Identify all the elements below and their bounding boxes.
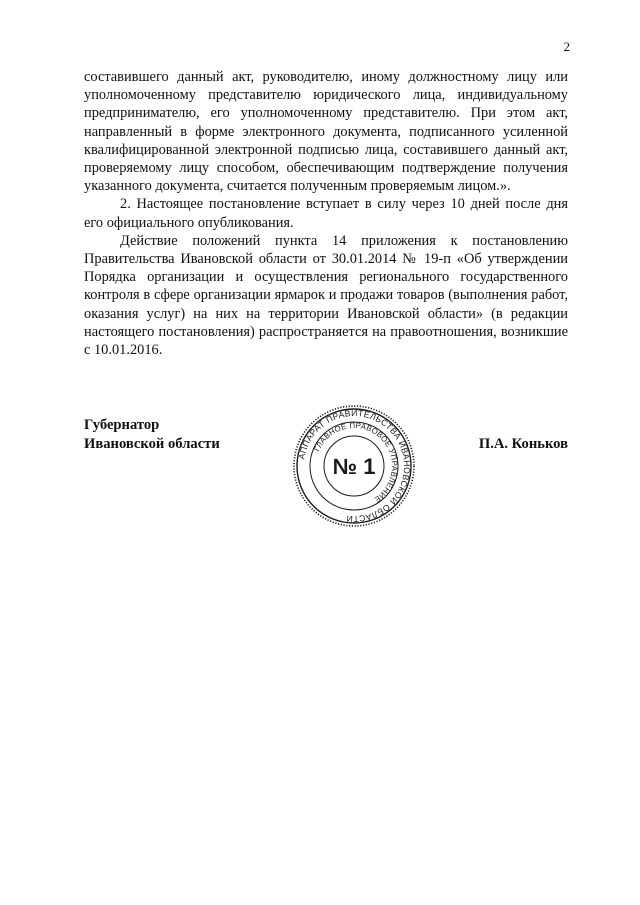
paragraph-clause-2: 2. Настоящее постановление вступает в силу через 10 дней после дня его официального опубликования.: [84, 196, 568, 231]
seal-stamp-icon: [292, 404, 416, 528]
seal-inner-text: ГЛАВНОЕ ПРАВОВОЕ УПРАВЛЕНИЕ: [312, 420, 400, 505]
signatory-title-line-2: Ивановской области: [84, 436, 220, 452]
signatory-name: П.А. Коньков: [478, 436, 568, 452]
page-number: 2: [563, 39, 570, 54]
official-seal: [292, 404, 416, 528]
paragraph-effect: Действие положений пункта 14 приложения к постановлению Правительства Ивановской области от 30.01.2014 № 19-п «Об утверждении Порядка организации и осуществления регионального государственного контроля в сфере организации ярмарок и продажи товаров (выполнения работ, оказания услуг) на них на территории Ивановской области» (в редакции настоящего постановления) распространяется на правоотношения, возникшие с 10.01.2016.: [84, 232, 568, 359]
paragraph-continuation: составившего данный акт, руководителю, иному должностному лицу или уполномоченному представителю юридического лица, индивидуальному предпринимателю, его уполномоченному представителю. При этом акт, направленный в форме электронного документа, подписанного усиленной квалифицированной электронной подписью лица, составившего данный акт, проверяемому лицу способом, обеспечивающим подтверждение получения указанного документа, считается полученным проверяемым лицом.».: [84, 69, 568, 195]
signatory-title-line-1: Губернатор: [84, 417, 160, 433]
seal-number: № 1: [332, 454, 376, 479]
document-body: [84, 68, 568, 359]
signatory-title: [84, 416, 220, 454]
seal-outer-text: АППАРАТ ПРАВИТЕЛЬСТВА ИВАНОВСКОЙ ОБЛАСТИ: [296, 407, 413, 525]
